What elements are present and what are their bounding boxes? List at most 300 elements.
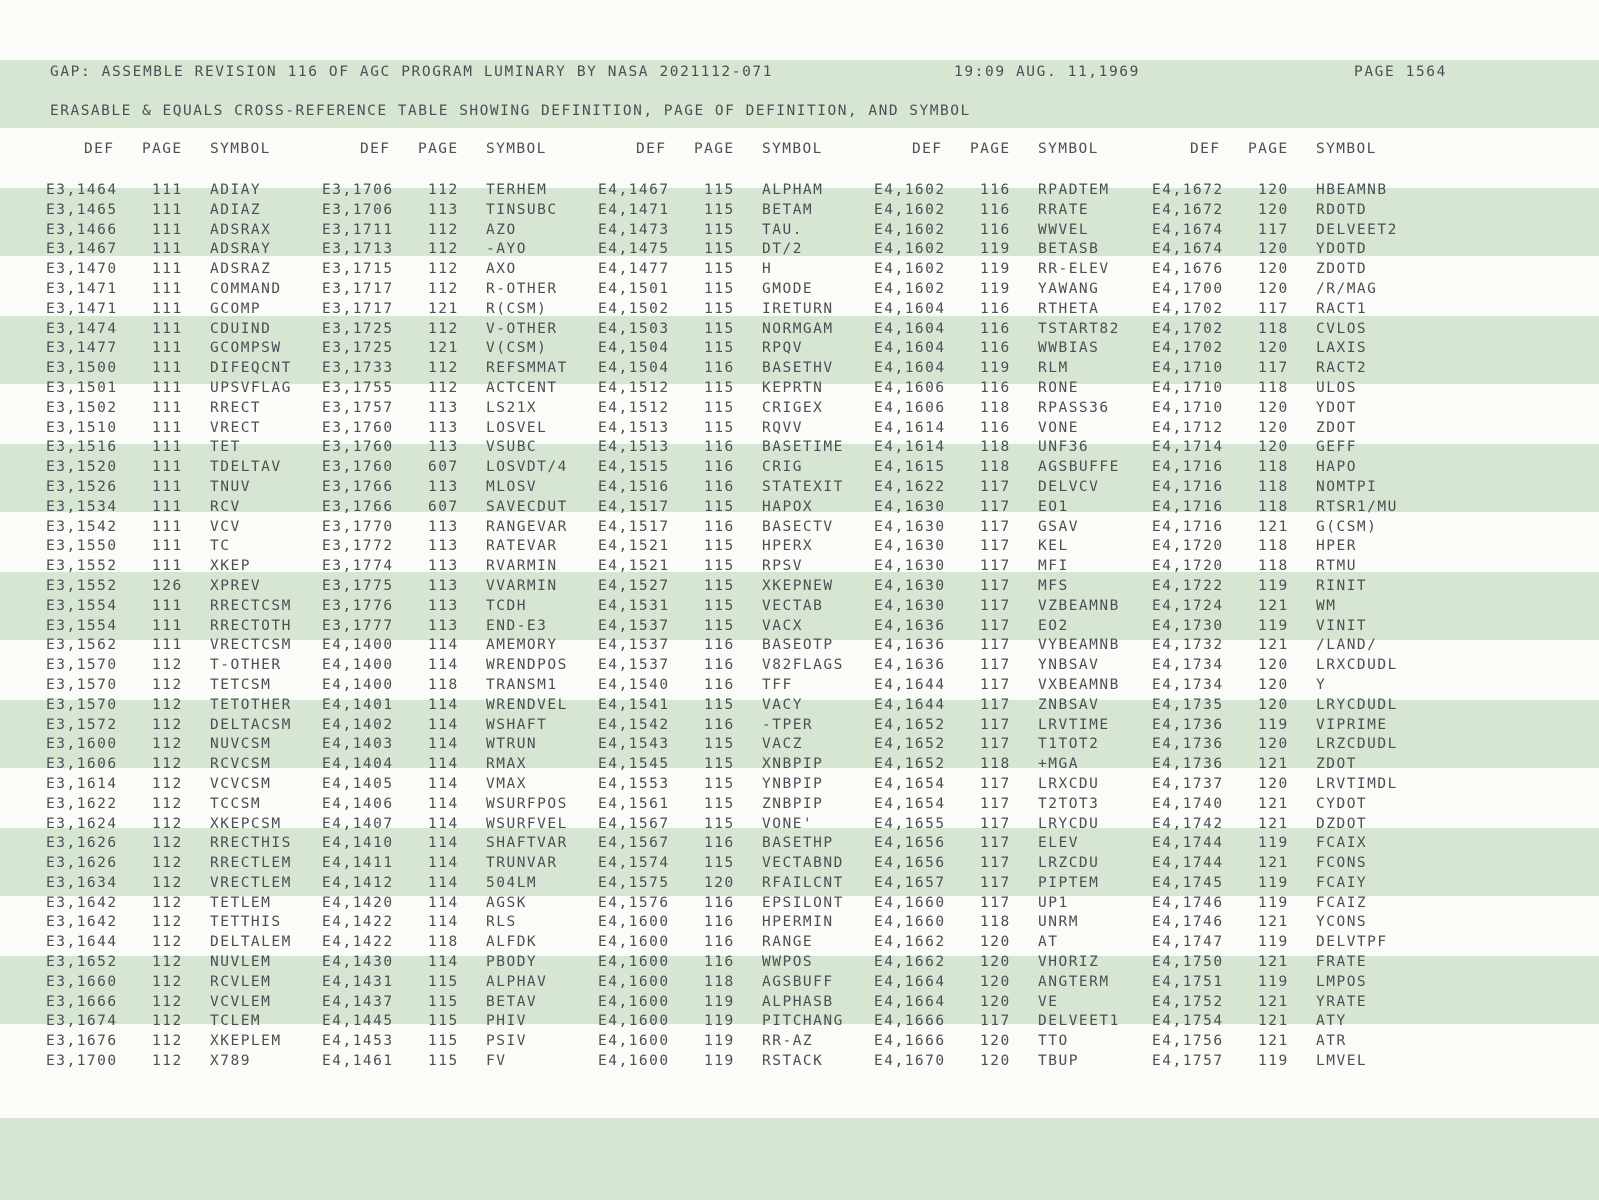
cell-page: 116	[704, 914, 735, 931]
cell-page: 115	[704, 399, 735, 416]
cell-symbol: TBUP	[1038, 1053, 1079, 1070]
cell-def: E3,1706	[322, 201, 394, 218]
cell-page: 113	[428, 399, 459, 416]
cell-page: 116	[704, 478, 735, 495]
cell-page: 116	[704, 835, 735, 852]
cell-page: 120	[1258, 696, 1289, 713]
cell-page: 117	[980, 736, 1011, 753]
cell-page: 121	[1258, 855, 1289, 872]
cell-def: E4,1714	[1152, 439, 1224, 456]
cell-def: E4,1710	[1152, 379, 1224, 396]
cell-def: E4,1502	[598, 300, 670, 317]
cell-page: 112	[152, 954, 183, 971]
column-header-page: PAGE	[970, 141, 1011, 157]
cell-symbol: EO1	[1038, 498, 1069, 515]
cell-page: 117	[980, 657, 1011, 674]
cell-symbol: CDUIND	[210, 320, 272, 337]
cell-page: 115	[428, 1053, 459, 1070]
cell-page: 119	[980, 261, 1011, 278]
cell-symbol: VACZ	[762, 736, 803, 753]
cell-page: 115	[704, 221, 735, 238]
cell-page: 112	[152, 894, 183, 911]
cell-page: 118	[980, 459, 1011, 476]
cell-page: 111	[152, 478, 183, 495]
cell-symbol: VCVLEM	[210, 993, 272, 1010]
cell-page: 121	[1258, 795, 1289, 812]
cell-def: E4,1664	[874, 993, 946, 1010]
cell-def: E4,1615	[874, 459, 946, 476]
cell-page: 112	[428, 360, 459, 377]
cell-symbol: ELEV	[1038, 835, 1079, 852]
cell-symbol: T2TOT3	[1038, 795, 1100, 812]
cell-def: E4,1740	[1152, 795, 1224, 812]
cell-def: E4,1736	[1152, 736, 1224, 753]
cell-def: E4,1604	[874, 300, 946, 317]
table-title: ERASABLE & EQUALS CROSS-REFERENCE TABLE SHOWING DEFINITION, PAGE OF DEFINITION, AND SYMBOL	[50, 103, 971, 119]
cell-def: E3,1642	[46, 914, 118, 931]
cell-def: E4,1400	[322, 657, 394, 674]
cell-def: E4,1750	[1152, 954, 1224, 971]
cell-def: E4,1630	[874, 518, 946, 535]
cell-def: E4,1521	[598, 538, 670, 555]
cell-page: 118	[1258, 478, 1289, 495]
cell-page: 115	[704, 855, 735, 872]
cell-def: E4,1600	[598, 1053, 670, 1070]
cell-def: E4,1512	[598, 399, 670, 416]
cell-symbol: KEPRTN	[762, 379, 824, 396]
cell-page: 120	[1258, 280, 1289, 297]
cell-def: E4,1664	[874, 973, 946, 990]
cell-symbol: AMEMORY	[486, 637, 558, 654]
cell-symbol: G(CSM)	[1316, 518, 1378, 535]
cell-symbol: STATEXIT	[762, 478, 844, 495]
cell-page: 120	[1258, 182, 1289, 198]
cell-page: 120	[980, 993, 1011, 1010]
cell-symbol: HAPO	[1316, 459, 1357, 476]
cell-def: E4,1744	[1152, 855, 1224, 872]
cell-def: E3,1766	[322, 478, 394, 495]
cell-symbol: VRECTLEM	[210, 874, 292, 891]
cell-page: 112	[152, 756, 183, 773]
cell-symbol: FCAIZ	[1316, 894, 1368, 911]
cell-def: E4,1602	[874, 201, 946, 218]
table-row	[0, 993, 1599, 1013]
cell-page: 115	[704, 182, 735, 198]
cell-page: 112	[428, 320, 459, 337]
cell-page: 117	[1258, 300, 1289, 317]
cell-page: 116	[704, 934, 735, 951]
cell-def: E4,1662	[874, 934, 946, 951]
table-row	[0, 438, 1599, 458]
cell-def: E4,1420	[322, 894, 394, 911]
cell-page: 115	[704, 340, 735, 357]
cell-symbol: +MGA	[1038, 756, 1079, 773]
cell-symbol: BASETIME	[762, 439, 844, 456]
cell-symbol: DELTACSM	[210, 716, 292, 733]
cell-def: E4,1606	[874, 379, 946, 396]
cell-symbol: AGSBUFFE	[1038, 459, 1120, 476]
cell-page: 111	[152, 201, 183, 218]
cell-page: 116	[704, 439, 735, 456]
cell-symbol: RACT1	[1316, 300, 1368, 317]
cell-page: 121	[1258, 1013, 1289, 1030]
cell-symbol: RATEVAR	[486, 538, 558, 555]
cell-page: 607	[428, 498, 459, 515]
cell-page: 118	[1258, 498, 1289, 515]
cell-page: 111	[152, 379, 183, 396]
cell-symbol: RCVCSM	[210, 756, 272, 773]
cell-def: E3,1572	[46, 716, 118, 733]
cell-def: E4,1575	[598, 874, 670, 891]
cell-def: E4,1453	[322, 1033, 394, 1050]
cell-symbol: NORMGAM	[762, 320, 834, 337]
cell-def: E4,1724	[1152, 597, 1224, 614]
cell-page: 111	[152, 221, 183, 238]
cell-page: 111	[152, 300, 183, 317]
cell-symbol: RLM	[1038, 360, 1069, 377]
cell-symbol: VIPRIME	[1316, 716, 1388, 733]
cell-page: 119	[980, 360, 1011, 377]
cell-page: 118	[1258, 538, 1289, 555]
cell-page: 115	[704, 815, 735, 832]
cell-page: 116	[980, 419, 1011, 436]
cell-symbol: CRIG	[762, 459, 803, 476]
cell-symbol: ZDOT	[1316, 756, 1357, 773]
cell-symbol: VECTABND	[762, 855, 844, 872]
cell-def: E4,1445	[322, 1013, 394, 1030]
cell-symbol: HPERX	[762, 538, 814, 555]
cell-def: E3,1500	[46, 360, 118, 377]
cell-def: E4,1614	[874, 419, 946, 436]
cell-page: 114	[428, 637, 459, 654]
cell-page: 115	[428, 973, 459, 990]
cell-symbol: XKEPLEM	[210, 1033, 282, 1050]
cell-symbol: AGSBUFF	[762, 973, 834, 990]
cell-def: E4,1744	[1152, 835, 1224, 852]
cell-def: E3,1622	[46, 795, 118, 812]
cell-symbol: LRZCDU	[1038, 855, 1100, 872]
table-row	[0, 656, 1599, 676]
table-row	[0, 755, 1599, 775]
cell-page: 112	[152, 934, 183, 951]
cell-def: E4,1666	[874, 1033, 946, 1050]
cell-page: 116	[980, 340, 1011, 357]
cell-def: E3,1766	[322, 498, 394, 515]
table-row	[0, 894, 1599, 914]
cell-symbol: TC	[210, 538, 231, 555]
cell-def: E4,1747	[1152, 934, 1224, 951]
cell-page: 119	[980, 280, 1011, 297]
cell-page: 119	[704, 993, 735, 1010]
cell-def: E4,1537	[598, 637, 670, 654]
cell-symbol: TETOTHER	[210, 696, 292, 713]
cell-symbol: DELVTPF	[1316, 934, 1388, 951]
cell-page: 112	[152, 795, 183, 812]
table-row	[0, 419, 1599, 439]
cell-symbol: TETTHIS	[210, 914, 282, 931]
cell-symbol: DIFEQCNT	[210, 360, 292, 377]
cell-symbol: XKEP	[210, 558, 251, 575]
cell-def: E3,1465	[46, 201, 118, 218]
cell-page: 112	[152, 716, 183, 733]
cell-def: E4,1422	[322, 934, 394, 951]
cell-def: E4,1754	[1152, 1013, 1224, 1030]
cell-def: E4,1400	[322, 676, 394, 693]
cell-page: 114	[428, 795, 459, 812]
cell-def: E4,1674	[1152, 221, 1224, 238]
table-row	[0, 953, 1599, 973]
cell-def: E3,1642	[46, 894, 118, 911]
cell-def: E3,1614	[46, 775, 118, 792]
cell-symbol: WSURFPOS	[486, 795, 568, 812]
cell-def: E4,1512	[598, 379, 670, 396]
cell-def: E4,1471	[598, 201, 670, 218]
cell-symbol: RSTACK	[762, 1053, 824, 1070]
cell-symbol: CRIGEX	[762, 399, 824, 416]
cell-def: E4,1604	[874, 320, 946, 337]
cell-symbol: WWBIAS	[1038, 340, 1100, 357]
cell-page: 120	[1258, 419, 1289, 436]
cell-def: E3,1516	[46, 439, 118, 456]
cell-page: 115	[704, 320, 735, 337]
cell-def: E4,1504	[598, 360, 670, 377]
table-row	[0, 735, 1599, 755]
cell-page: 112	[152, 676, 183, 693]
cell-def: E3,1501	[46, 379, 118, 396]
cell-page: 118	[980, 439, 1011, 456]
cell-page: 111	[152, 439, 183, 456]
cell-def: E4,1737	[1152, 775, 1224, 792]
cell-def: E4,1710	[1152, 399, 1224, 416]
cell-def: E4,1660	[874, 894, 946, 911]
table-row	[0, 874, 1599, 894]
cell-symbol: COMMAND	[210, 280, 282, 297]
cell-symbol: RPSV	[762, 558, 803, 575]
cell-def: E4,1656	[874, 855, 946, 872]
cell-def: E4,1756	[1152, 1033, 1224, 1050]
cell-def: E3,1717	[322, 280, 394, 297]
cell-symbol: UPSVFLAG	[210, 379, 292, 396]
cell-symbol: FRATE	[1316, 954, 1368, 971]
cell-def: E3,1755	[322, 379, 394, 396]
table-row	[0, 854, 1599, 874]
cell-symbol: R-OTHER	[486, 280, 558, 297]
cell-page: 116	[704, 459, 735, 476]
cell-symbol: TFF	[762, 676, 793, 693]
cell-def: E4,1720	[1152, 538, 1224, 555]
cell-page: 111	[152, 340, 183, 357]
cell-page: 114	[428, 855, 459, 872]
column-header-def: DEF	[84, 141, 115, 157]
cell-symbol: RRECTOTH	[210, 617, 292, 634]
cell-page: 120	[1258, 657, 1289, 674]
cell-symbol: VVARMIN	[486, 577, 558, 594]
table-row	[0, 775, 1599, 795]
cell-symbol: VINIT	[1316, 617, 1368, 634]
cell-symbol: VONE'	[762, 815, 814, 832]
cell-def: E4,1406	[322, 795, 394, 812]
cell-symbol: XKEPNEW	[762, 577, 834, 594]
cell-page: 115	[704, 241, 735, 258]
cell-def: E4,1710	[1152, 360, 1224, 377]
cell-def: E3,1626	[46, 835, 118, 852]
cell-symbol: ALPHAM	[762, 182, 824, 198]
cell-symbol: WSHAFT	[486, 716, 548, 733]
cell-page: 111	[152, 597, 183, 614]
cell-def: E3,1464	[46, 182, 118, 198]
cell-symbol: BETAV	[486, 993, 538, 1010]
cell-symbol: VECTAB	[762, 597, 824, 614]
cell-page: 118	[980, 914, 1011, 931]
cell-symbol: LOSVDT/4	[486, 459, 568, 476]
cell-symbol: NOMTPI	[1316, 478, 1378, 495]
cell-def: E3,1634	[46, 874, 118, 891]
cell-symbol: RCV	[210, 498, 241, 515]
cell-def: E4,1600	[598, 993, 670, 1010]
cell-symbol: HPER	[1316, 538, 1357, 555]
cell-page: 118	[1258, 558, 1289, 575]
cell-page: 114	[428, 716, 459, 733]
cell-def: E4,1574	[598, 855, 670, 872]
cell-symbol: NUVCSM	[210, 736, 272, 753]
assembly-title: GAP: ASSEMBLE REVISION 116 OF AGC PROGRAM LUMINARY BY NASA 2021112-071	[50, 64, 774, 80]
table-row	[0, 795, 1599, 815]
cell-page: 117	[980, 835, 1011, 852]
cell-page: 119	[1258, 894, 1289, 911]
cell-page: 116	[704, 676, 735, 693]
cell-symbol: TETLEM	[210, 894, 272, 911]
cell-symbol: GCOMPSW	[210, 340, 282, 357]
cell-def: E4,1630	[874, 577, 946, 594]
cell-def: E4,1602	[874, 261, 946, 278]
assembly-datetime: 19:09 AUG. 11,1969	[954, 64, 1140, 80]
cell-symbol: EPSILONT	[762, 894, 844, 911]
cell-symbol: UP1	[1038, 894, 1069, 911]
cell-symbol: VSUBC	[486, 439, 538, 456]
cell-symbol: WTRUN	[486, 736, 538, 753]
table-row	[0, 557, 1599, 577]
cell-symbol: VONE	[1038, 419, 1079, 436]
cell-def: E4,1730	[1152, 617, 1224, 634]
cell-def: E4,1600	[598, 973, 670, 990]
cell-page: 117	[980, 538, 1011, 555]
cell-symbol: FV	[486, 1053, 507, 1070]
cell-def: E3,1770	[322, 518, 394, 535]
cell-def: E4,1716	[1152, 459, 1224, 476]
cell-symbol: VCV	[210, 518, 241, 535]
cell-page: 120	[1258, 676, 1289, 693]
cell-page: 120	[1258, 439, 1289, 456]
cell-page: 118	[428, 676, 459, 693]
cell-def: E4,1531	[598, 597, 670, 614]
cell-symbol: BASECTV	[762, 518, 834, 535]
cell-def: E3,1644	[46, 934, 118, 951]
cell-symbol: ALPHASB	[762, 993, 834, 1010]
cell-def: E3,1471	[46, 300, 118, 317]
cell-page: 116	[980, 300, 1011, 317]
cell-page: 120	[1258, 340, 1289, 357]
table-row	[0, 518, 1599, 538]
cell-page: 111	[152, 459, 183, 476]
cell-symbol: DZDOT	[1316, 815, 1368, 832]
table-row	[0, 399, 1599, 419]
cell-page: 111	[152, 538, 183, 555]
cell-page: 112	[152, 1053, 183, 1070]
cell-def: E4,1606	[874, 399, 946, 416]
cell-symbol: T1TOT2	[1038, 736, 1100, 753]
cell-def: E4,1602	[874, 182, 946, 198]
cell-def: E4,1604	[874, 340, 946, 357]
cell-def: E4,1604	[874, 360, 946, 377]
cell-page: 112	[428, 280, 459, 297]
cell-def: E4,1600	[598, 934, 670, 951]
cell-symbol: RPASS36	[1038, 399, 1110, 416]
cell-def: E3,1776	[322, 597, 394, 614]
cell-symbol: /R/MAG	[1316, 280, 1378, 297]
cell-def: E4,1516	[598, 478, 670, 495]
cell-def: E4,1540	[598, 676, 670, 693]
cell-def: E3,1706	[322, 182, 394, 198]
cell-def: E4,1700	[1152, 280, 1224, 297]
cell-def: E3,1626	[46, 855, 118, 872]
cell-symbol: RQVV	[762, 419, 803, 436]
cell-def: E4,1636	[874, 617, 946, 634]
cell-def: E4,1734	[1152, 657, 1224, 674]
column-header-def: DEF	[1190, 141, 1221, 157]
cell-def: E4,1431	[322, 973, 394, 990]
cell-symbol: HBEAMNB	[1316, 182, 1388, 198]
cell-def: E3,1725	[322, 340, 394, 357]
cell-def: E3,1534	[46, 498, 118, 515]
cell-symbol: WSURFVEL	[486, 815, 568, 832]
cell-symbol: RFAILCNT	[762, 874, 844, 891]
cell-def: E4,1513	[598, 439, 670, 456]
cell-def: E4,1702	[1152, 300, 1224, 317]
table-row	[0, 597, 1599, 617]
cell-def: E4,1666	[874, 1013, 946, 1030]
cell-symbol: VXBEAMNB	[1038, 676, 1120, 693]
cell-def: E4,1437	[322, 993, 394, 1010]
cell-page: 119	[1258, 577, 1289, 594]
cell-symbol: FCAIY	[1316, 874, 1368, 891]
cell-symbol: TET	[210, 439, 241, 456]
cell-symbol: TETCSM	[210, 676, 272, 693]
cell-def: E4,1600	[598, 1033, 670, 1050]
cell-symbol: WRENDPOS	[486, 657, 568, 674]
cell-symbol: LMVEL	[1316, 1053, 1368, 1070]
cell-page: 121	[1258, 597, 1289, 614]
cell-symbol: XPREV	[210, 577, 262, 594]
cell-page: 112	[428, 379, 459, 396]
cell-def: E4,1644	[874, 696, 946, 713]
cell-page: 113	[428, 577, 459, 594]
cell-symbol: RRECTCSM	[210, 597, 292, 614]
cell-symbol: ADSRAX	[210, 221, 272, 238]
cell-def: E4,1636	[874, 637, 946, 654]
cell-page: 120	[1258, 775, 1289, 792]
cell-page: 117	[980, 597, 1011, 614]
table-row	[0, 577, 1599, 597]
cell-page: 112	[152, 696, 183, 713]
cell-def: E4,1735	[1152, 696, 1224, 713]
cell-def: E4,1630	[874, 498, 946, 515]
cell-page: 111	[152, 637, 183, 654]
cell-def: E4,1672	[1152, 182, 1224, 198]
column-header-def: DEF	[636, 141, 667, 157]
cell-symbol: TRUNVAR	[486, 855, 558, 872]
cell-page: 120	[704, 874, 735, 891]
cell-symbol: LRVTIME	[1038, 716, 1110, 733]
